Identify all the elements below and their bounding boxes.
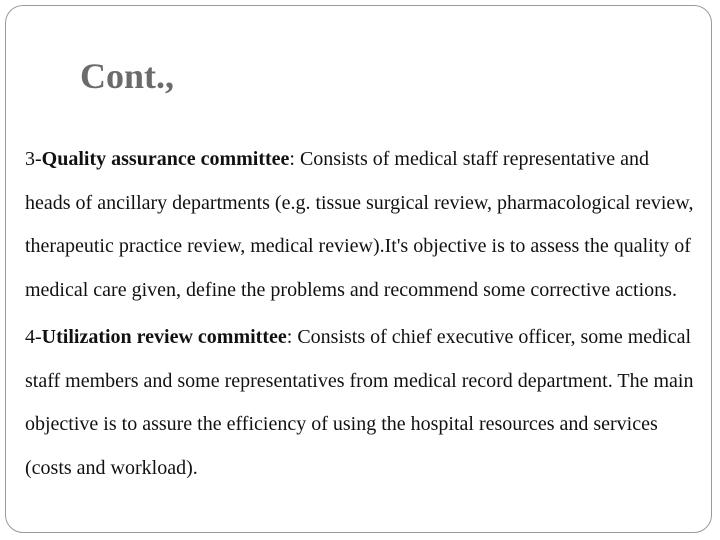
committee-description: Consists of medical staff representative and heads of ancillary departments (e.g. tissue surgical review, pharmacological review, therapeutic practice review, medical review).It's objective is to assess the quality of medical care given, define the problems and recommend some corrective actions. <box>25 148 694 301</box>
committee-item-utilization-review <box>25 316 697 490</box>
slide-title: Cont., <box>80 56 175 96</box>
term-separator: : <box>289 148 300 170</box>
item-number: 3- <box>25 148 42 170</box>
committee-term: Utilization review committee <box>41 326 287 348</box>
committee-item-quality-assurance <box>25 138 697 312</box>
slide-body <box>25 138 697 490</box>
committee-term: Quality assurance committee <box>41 148 290 170</box>
item-number: 4- <box>25 326 42 348</box>
committee-description: Consists of chief executive officer, some medical staff members and some representatives from medical record department. The main objective is to assure the efficiency of using the hospital resources and services (costs and workload). <box>25 326 694 479</box>
term-separator: : <box>286 326 298 348</box>
